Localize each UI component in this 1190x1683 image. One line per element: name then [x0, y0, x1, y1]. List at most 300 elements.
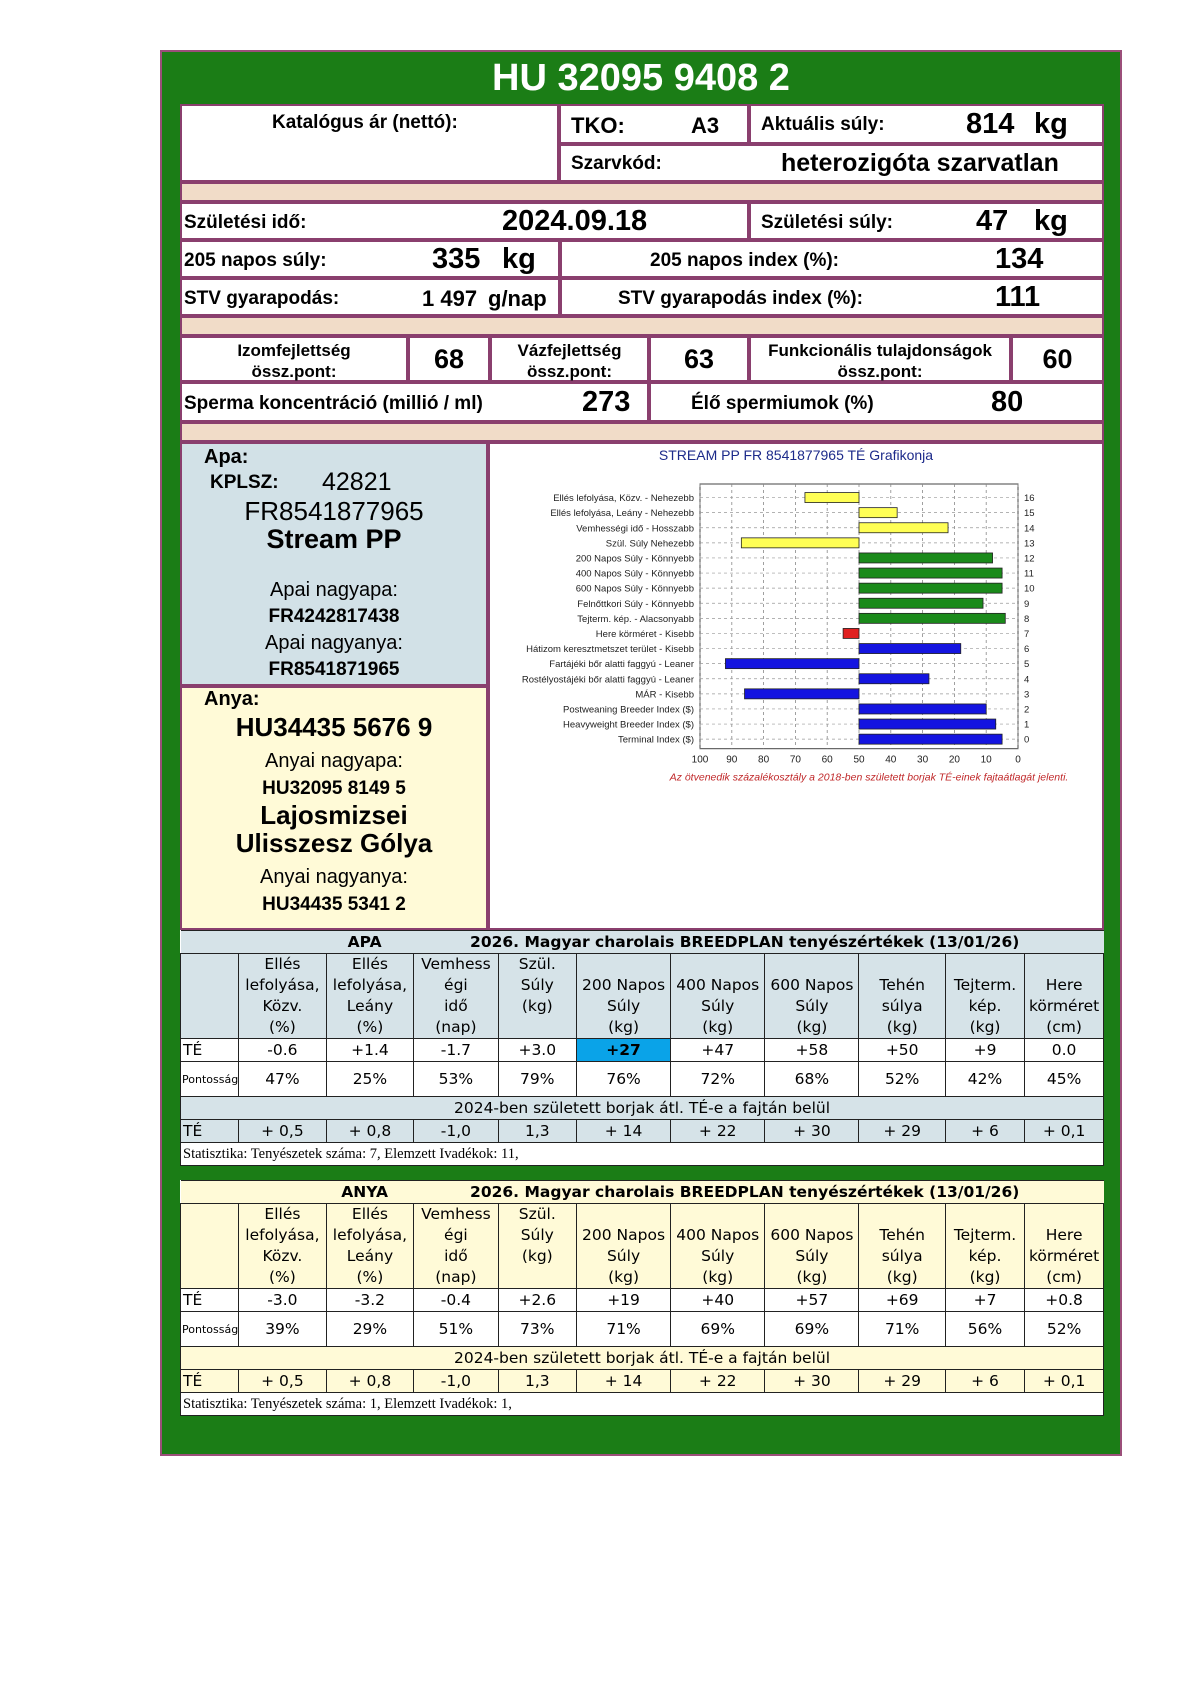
breed-avg-value: + 29	[859, 1370, 945, 1393]
dam-heading: Anya:	[204, 688, 260, 710]
category-label: MÁR - Kisebb	[635, 689, 694, 701]
column-header-line	[499, 1017, 576, 1038]
column-header-line: Tejterm.	[953, 1226, 1017, 1244]
category-number: 0	[1024, 734, 1030, 746]
ebv-bar	[859, 568, 1002, 578]
pgd-value: FR8541871965	[268, 659, 400, 680]
column-header-line: Tehén	[879, 976, 925, 994]
category-label: Szül. Súly Nehezebb	[605, 538, 694, 550]
mgd-value: HU34435 5341 2	[262, 894, 406, 915]
column-header-line	[577, 1204, 670, 1225]
birth-weight-label: Születési súly:	[761, 212, 893, 233]
category-label: Vemhességi idő - Hosszabb	[576, 523, 694, 535]
te-label: TÉ	[181, 1120, 239, 1143]
te-value: -3.2	[326, 1289, 414, 1312]
column-header-line: (kg)	[886, 1268, 918, 1286]
column-header-line: Tehén	[879, 1226, 925, 1244]
func-label-cell	[749, 336, 1011, 382]
mgs-label: Anyai nagyapa:	[265, 750, 403, 772]
x-tick-label: 90	[726, 754, 738, 766]
breed-avg-value: + 22	[671, 1120, 765, 1143]
sire-avg-heading: 2024-ben született borjak átl. TÉ-e a fajtán belül	[181, 1097, 1104, 1120]
breed-avg-value: 1,3	[498, 1370, 576, 1393]
separator-band	[180, 316, 1104, 336]
te-label: TÉ	[181, 1289, 239, 1312]
column-header-line	[577, 954, 670, 975]
x-tick-label: 30	[917, 754, 929, 766]
breed-avg-value: + 0,1	[1025, 1120, 1104, 1143]
x-tick-label: 0	[1015, 754, 1021, 766]
catalog-price-label: Katalógus ár (nettó):	[272, 112, 458, 133]
column-header-line: körméret	[1028, 997, 1100, 1015]
column-header-line	[859, 1204, 944, 1225]
animal-id-title: HU 32095 9408 2	[492, 57, 790, 99]
accuracy-label: Pontosság	[181, 1062, 239, 1097]
breed-avg-value: + 30	[765, 1370, 859, 1393]
breed-avg-value: + 14	[576, 1370, 670, 1393]
dam-avg-heading-row	[181, 1347, 1104, 1370]
live-sperm-value: 80	[991, 386, 1024, 418]
column-header-line	[1025, 954, 1103, 975]
category-number: 4	[1024, 674, 1030, 686]
accuracy-value: 73%	[498, 1312, 576, 1347]
te-value: +9	[945, 1039, 1024, 1062]
breed-avg-value: + 30	[765, 1120, 859, 1143]
weight-cell	[749, 104, 1104, 144]
dam-stats: Statisztika: Tenyészetek száma: 1, Elemzett Ivadékok: 1,	[181, 1393, 1104, 1416]
column-header-line: Szül.	[518, 1205, 556, 1223]
ebv-bar	[843, 628, 859, 638]
column-header-line: Közv.	[262, 997, 303, 1015]
column-header	[765, 1204, 859, 1289]
ebv-bar	[859, 674, 929, 684]
column-header	[326, 1204, 414, 1289]
te-value: +7	[945, 1289, 1024, 1312]
birth-weight-unit: kg	[1034, 205, 1068, 237]
column-header-line	[946, 1204, 1024, 1225]
column-header	[414, 1204, 498, 1289]
stv-index-cell	[560, 278, 1104, 316]
column-header	[414, 954, 498, 1039]
te-value: +58	[765, 1039, 859, 1062]
birth-date-cell	[180, 202, 749, 240]
mgd-label: Anyai nagyanya:	[260, 866, 408, 888]
header-corner	[181, 954, 239, 1039]
category-number: 2	[1024, 704, 1030, 716]
column-header	[765, 954, 859, 1039]
separator-band	[180, 182, 1104, 202]
breed-avg-value: + 14	[576, 1120, 670, 1143]
dam-avg-heading: 2024-ben született borjak átl. TÉ-e a fajtán belül	[181, 1347, 1104, 1370]
sire-avg-heading-row	[181, 1097, 1104, 1120]
horn-value: heterozigóta szarvatlan	[781, 149, 1059, 177]
mgs-name-line2: Ulisszesz Gólya	[235, 828, 433, 858]
column-header-line: lefolyása,	[332, 1226, 408, 1244]
pgs-label: Apai nagyapa:	[270, 579, 398, 601]
column-header-line: (kg)	[702, 1018, 734, 1036]
func-value-cell	[1011, 336, 1104, 382]
te-value: +27	[576, 1039, 670, 1062]
dam-table-header-row	[181, 1204, 1104, 1289]
x-tick-label: 20	[948, 754, 960, 766]
ebv-chart-panel	[488, 442, 1104, 930]
te-value: +40	[671, 1289, 765, 1312]
frame-label-line1: Vázfejlettség	[517, 341, 622, 360]
breed-avg-value: + 29	[859, 1120, 945, 1143]
accuracy-value: 56%	[945, 1312, 1024, 1347]
tko-value: A3	[691, 113, 720, 138]
breed-avg-value: + 6	[945, 1370, 1024, 1393]
column-header-line: (kg)	[796, 1018, 828, 1036]
te-label: TÉ	[181, 1039, 239, 1062]
accuracy-value: 45%	[1025, 1062, 1104, 1097]
te-value: +3.0	[498, 1039, 576, 1062]
d205-index-cell	[560, 240, 1104, 278]
column-header-line	[859, 954, 944, 975]
column-header	[576, 1204, 670, 1289]
category-label: Ellés lefolyása, Leány - Nehezebb	[550, 508, 694, 520]
sire-table-heading: 2026. Magyar charolais BREEDPLAN tenyészértékek (13/01/26)	[470, 933, 1020, 951]
column-header-line: kép.	[968, 1247, 1002, 1265]
column-header-line: (%)	[269, 1268, 296, 1286]
ebv-bar	[745, 689, 859, 699]
x-tick-label: 40	[885, 754, 897, 766]
column-header-line: kép.	[968, 997, 1002, 1015]
column-header-line: Here	[1045, 1226, 1083, 1244]
sire-stats: Statisztika: Tenyészetek száma: 7, Elemzett Ivadékok: 11,	[181, 1143, 1104, 1166]
accuracy-value: 71%	[859, 1312, 945, 1347]
sire-heading: Apa:	[204, 446, 249, 468]
column-header-line: körméret	[1028, 1247, 1100, 1265]
column-header-line: Súly	[701, 1247, 735, 1265]
category-number: 12	[1024, 553, 1035, 565]
sperm-cell	[180, 382, 649, 422]
category-number: 5	[1024, 659, 1030, 671]
column-header	[326, 954, 414, 1039]
muscle-label-line1: Izomfejlettség	[237, 341, 351, 360]
weight-label: Aktuális súly:	[761, 114, 885, 135]
column-header-line: Leány	[346, 997, 394, 1015]
kplsz-value: 42821	[322, 468, 392, 496]
column-header-line: Vemhess	[421, 1205, 491, 1223]
stv-label: STV gyarapodás:	[184, 288, 340, 309]
sire-breedplan-table	[180, 930, 1104, 1166]
birth-date-value: 2024.09.18	[502, 205, 648, 237]
column-header	[239, 1204, 327, 1289]
stv-cell	[180, 278, 560, 316]
dam-stats-row	[181, 1393, 1104, 1416]
column-header-line: (kg)	[796, 1268, 828, 1286]
column-header-line: 400 Napos	[676, 976, 760, 994]
accuracy-value: 52%	[1025, 1312, 1104, 1347]
column-header-line: Here	[1045, 976, 1083, 994]
frame-label	[492, 340, 647, 382]
func-label-line2: össz.pont:	[837, 362, 923, 381]
column-header-line	[946, 954, 1024, 975]
te-label: TÉ	[181, 1370, 239, 1393]
x-tick-label: 80	[758, 754, 770, 766]
te-value: +69	[859, 1289, 945, 1312]
ebv-bar	[859, 613, 1005, 623]
te-value: -3.0	[239, 1289, 327, 1312]
accuracy-value: 42%	[945, 1062, 1024, 1097]
column-header-line: (kg)	[969, 1268, 1001, 1286]
sire-table-side: APA	[347, 933, 382, 951]
sperm-label: Sperma koncentráció (millió / ml)	[184, 393, 483, 414]
x-tick-label: 70	[789, 754, 801, 766]
breed-avg-value: -1,0	[414, 1370, 498, 1393]
accuracy-value: 53%	[414, 1062, 498, 1097]
mgs-value: HU32095 8149 5	[262, 778, 406, 799]
stv-value: 1 497	[422, 286, 478, 311]
breed-avg-value: + 0,8	[326, 1120, 414, 1143]
dam-accuracy-row	[181, 1312, 1104, 1347]
column-header-line: Ellés	[351, 1205, 388, 1223]
breed-avg-value: + 0,8	[326, 1370, 414, 1393]
frame-value: 63	[683, 344, 715, 374]
column-header-line: (kg)	[608, 1268, 640, 1286]
category-label: Terminal Index ($)	[617, 734, 694, 746]
accuracy-value: 72%	[671, 1062, 765, 1097]
category-number: 7	[1024, 628, 1030, 640]
accuracy-value: 69%	[671, 1312, 765, 1347]
dam-te-row	[181, 1289, 1104, 1312]
column-header-line: Ellés	[264, 955, 301, 973]
accuracy-value: 39%	[239, 1312, 327, 1347]
column-header-line: Ellés	[264, 1205, 301, 1223]
birth-weight-value: 47	[976, 205, 1009, 237]
sperm-value: 273	[582, 386, 631, 418]
d205-index-value: 134	[995, 243, 1044, 275]
x-tick-label: 60	[821, 754, 833, 766]
column-header-line: súlya	[881, 997, 923, 1015]
d205-weight-cell	[180, 240, 560, 278]
te-value: +2.6	[498, 1289, 576, 1312]
category-label: 200 Napos Súly - Könnyebb	[575, 553, 694, 565]
stv-unit: g/nap	[488, 286, 547, 311]
category-number: 6	[1024, 644, 1030, 656]
ebv-bar-chart	[490, 472, 1100, 922]
column-header-line: súlya	[881, 1247, 923, 1265]
muscle-value-cell	[408, 336, 490, 382]
sire-pedigree	[180, 442, 488, 686]
column-header	[945, 954, 1024, 1039]
te-value: +50	[859, 1039, 945, 1062]
column-header-line: Szül.	[518, 955, 556, 973]
birth-weight-cell	[749, 202, 1104, 240]
te-value: -1.7	[414, 1039, 498, 1062]
te-value: 0.0	[1025, 1039, 1104, 1062]
te-value: +0.8	[1025, 1289, 1104, 1312]
category-label: Postweaning Breeder Index ($)	[563, 704, 694, 716]
column-header-line: Súly	[795, 1247, 829, 1265]
header-corner	[181, 1204, 239, 1289]
chart-note: Az ötvenedik százalékosztály a 2018-ben született borjak TÉ-einek fajtaátlagát jelenti.	[669, 771, 1069, 784]
column-header	[1025, 1204, 1104, 1289]
kplsz-label: KPLSZ:	[210, 472, 279, 493]
horn-cell	[559, 144, 1104, 182]
birth-date-label: Születési idő:	[184, 212, 307, 233]
accuracy-value: 52%	[859, 1062, 945, 1097]
column-header	[1025, 954, 1104, 1039]
mgs-name-line1: Lajosmizsei	[260, 800, 408, 830]
column-header-line	[671, 1204, 764, 1225]
column-header	[671, 1204, 765, 1289]
sire-stats-row	[181, 1143, 1104, 1166]
sire-te-row	[181, 1039, 1104, 1062]
frame-label-line2: össz.pont:	[527, 362, 612, 381]
column-header-line: (cm)	[1046, 1268, 1082, 1286]
chart-title: STREAM PP FR 8541877965 TÉ Grafikonja	[658, 447, 934, 463]
stv-index-label: STV gyarapodás index (%):	[618, 288, 863, 309]
category-label: Heavyweight Breeder Index ($)	[563, 719, 694, 731]
column-header-line	[671, 954, 764, 975]
x-tick-label: 50	[853, 754, 865, 766]
column-header	[498, 954, 576, 1039]
sire-name: Stream PP	[266, 524, 402, 554]
weight-value: 814	[966, 108, 1015, 140]
column-header-line: Súly	[701, 997, 735, 1015]
func-label-line1: Funkcionális tulajdonságok	[768, 341, 992, 360]
column-header-line: (%)	[269, 1018, 296, 1036]
column-header	[859, 954, 945, 1039]
column-header-line: Tejterm.	[953, 976, 1017, 994]
column-header	[671, 954, 765, 1039]
dam-avg-row	[181, 1370, 1104, 1393]
d205-weight-value: 335	[432, 243, 481, 275]
ebv-bar	[859, 553, 993, 563]
ebv-bar	[805, 493, 859, 503]
stv-index-value: 111	[995, 281, 1041, 313]
column-header-line: 200 Napos	[582, 976, 666, 994]
column-header-line: Vemhess	[421, 955, 491, 973]
category-number: 8	[1024, 613, 1030, 625]
column-header-line: Leány	[346, 1247, 394, 1265]
frame-value-cell	[649, 336, 749, 382]
column-header-line: (kg)	[969, 1018, 1001, 1036]
column-header-line: 400 Napos	[676, 1226, 760, 1244]
dam-table-side: ANYA	[341, 1183, 388, 1201]
column-header-line: égi	[444, 976, 468, 994]
pgd-label: Apai nagyanya:	[265, 632, 403, 654]
accuracy-value: 71%	[576, 1312, 670, 1347]
breed-avg-value: + 0,1	[1025, 1370, 1104, 1393]
category-label: Ellés lefolyása, Közv. - Nehezebb	[553, 493, 694, 505]
column-header-line: (nap)	[435, 1268, 477, 1286]
ebv-bar	[725, 659, 859, 669]
column-header	[576, 954, 670, 1039]
accuracy-value: 68%	[765, 1062, 859, 1097]
sire-avg-row	[181, 1120, 1104, 1143]
column-header-line: égi	[444, 1226, 468, 1244]
func-label	[751, 340, 1009, 382]
column-header-line: 200 Napos	[582, 1226, 666, 1244]
ebv-bar	[741, 538, 859, 548]
column-header-line	[765, 954, 858, 975]
breed-avg-value: + 22	[671, 1370, 765, 1393]
te-value: -0.6	[239, 1039, 327, 1062]
column-header-line: (nap)	[435, 1018, 477, 1036]
column-header-line: 600 Napos	[770, 976, 854, 994]
column-header	[239, 954, 327, 1039]
column-header-line	[499, 1267, 576, 1288]
d205-index-label: 205 napos index (%):	[650, 250, 839, 271]
sire-table-header-row	[181, 954, 1104, 1039]
column-header-line	[1025, 1204, 1103, 1225]
ebv-bar	[859, 644, 961, 654]
ebv-bar	[859, 523, 948, 533]
column-header-line: Ellés	[351, 955, 388, 973]
category-number: 15	[1024, 508, 1035, 520]
column-header-line: Súly	[606, 1247, 641, 1265]
category-number: 13	[1024, 538, 1035, 550]
sire-id: FR8541877965	[244, 496, 424, 526]
breed-avg-value: -1,0	[414, 1120, 498, 1143]
catalog-price-cell	[180, 104, 559, 182]
te-value: -0.4	[414, 1289, 498, 1312]
te-value: +19	[576, 1289, 670, 1312]
x-tick-label: 10	[980, 754, 992, 766]
column-header-line: lefolyása,	[245, 976, 320, 994]
column-header-line: 600 Napos	[770, 1226, 854, 1244]
d205-weight-unit: kg	[502, 243, 536, 275]
tko-cell	[559, 104, 749, 144]
dam-table-title-row	[181, 1181, 1104, 1204]
category-number: 1	[1024, 719, 1030, 731]
category-label: Tejterm. kép. - Alacsonyabb	[577, 613, 694, 625]
category-number: 14	[1024, 523, 1035, 535]
column-header-line: (%)	[356, 1018, 384, 1036]
tko-label: TKO:	[571, 113, 625, 138]
live-sperm-label: Élő spermiumok (%)	[691, 393, 874, 414]
breed-avg-value: 1,3	[498, 1120, 576, 1143]
column-header-line: lefolyása,	[332, 976, 408, 994]
accuracy-value: 51%	[414, 1312, 498, 1347]
muscle-value: 68	[433, 344, 465, 374]
d205-weight-label: 205 napos súly:	[184, 250, 327, 271]
ebv-bar	[859, 719, 996, 729]
category-label: 600 Napos Súly - Könnyebb	[575, 583, 694, 595]
column-header-line: idő	[444, 1247, 468, 1265]
column-header-line: Súly	[520, 976, 554, 994]
category-number: 10	[1024, 583, 1035, 595]
accuracy-value: 25%	[326, 1062, 414, 1097]
dam-breedplan-table	[180, 1180, 1104, 1416]
category-label: Hátizom keresztmetszet terület - Kisebb	[526, 644, 694, 656]
column-header-line: (kg)	[521, 997, 553, 1015]
ebv-bar	[859, 598, 983, 608]
te-value: +47	[671, 1039, 765, 1062]
category-label: Fartájéki bőr alatti faggyú - Leaner	[549, 659, 694, 671]
ebv-bar	[859, 583, 1002, 593]
sire-table-title-row	[181, 931, 1104, 954]
column-header-line: Súly	[520, 1226, 554, 1244]
category-label: 400 Napos Súly - Könnyebb	[575, 568, 694, 580]
column-header-line: Közv.	[262, 1247, 303, 1265]
func-value: 60	[1042, 344, 1073, 374]
muscle-label-cell	[180, 336, 408, 382]
sire-accuracy-row	[181, 1062, 1104, 1097]
category-label: Here körméret - Kisebb	[595, 628, 694, 640]
column-header-line: lefolyása,	[245, 1226, 320, 1244]
accuracy-value: 29%	[326, 1312, 414, 1347]
dam-id: HU34435 5676 9	[235, 712, 433, 742]
muscle-label	[182, 340, 406, 382]
column-header-line: Súly	[606, 997, 641, 1015]
breed-avg-value: + 0,5	[239, 1120, 327, 1143]
accuracy-label: Pontosság	[181, 1312, 239, 1347]
category-number: 11	[1024, 568, 1034, 580]
